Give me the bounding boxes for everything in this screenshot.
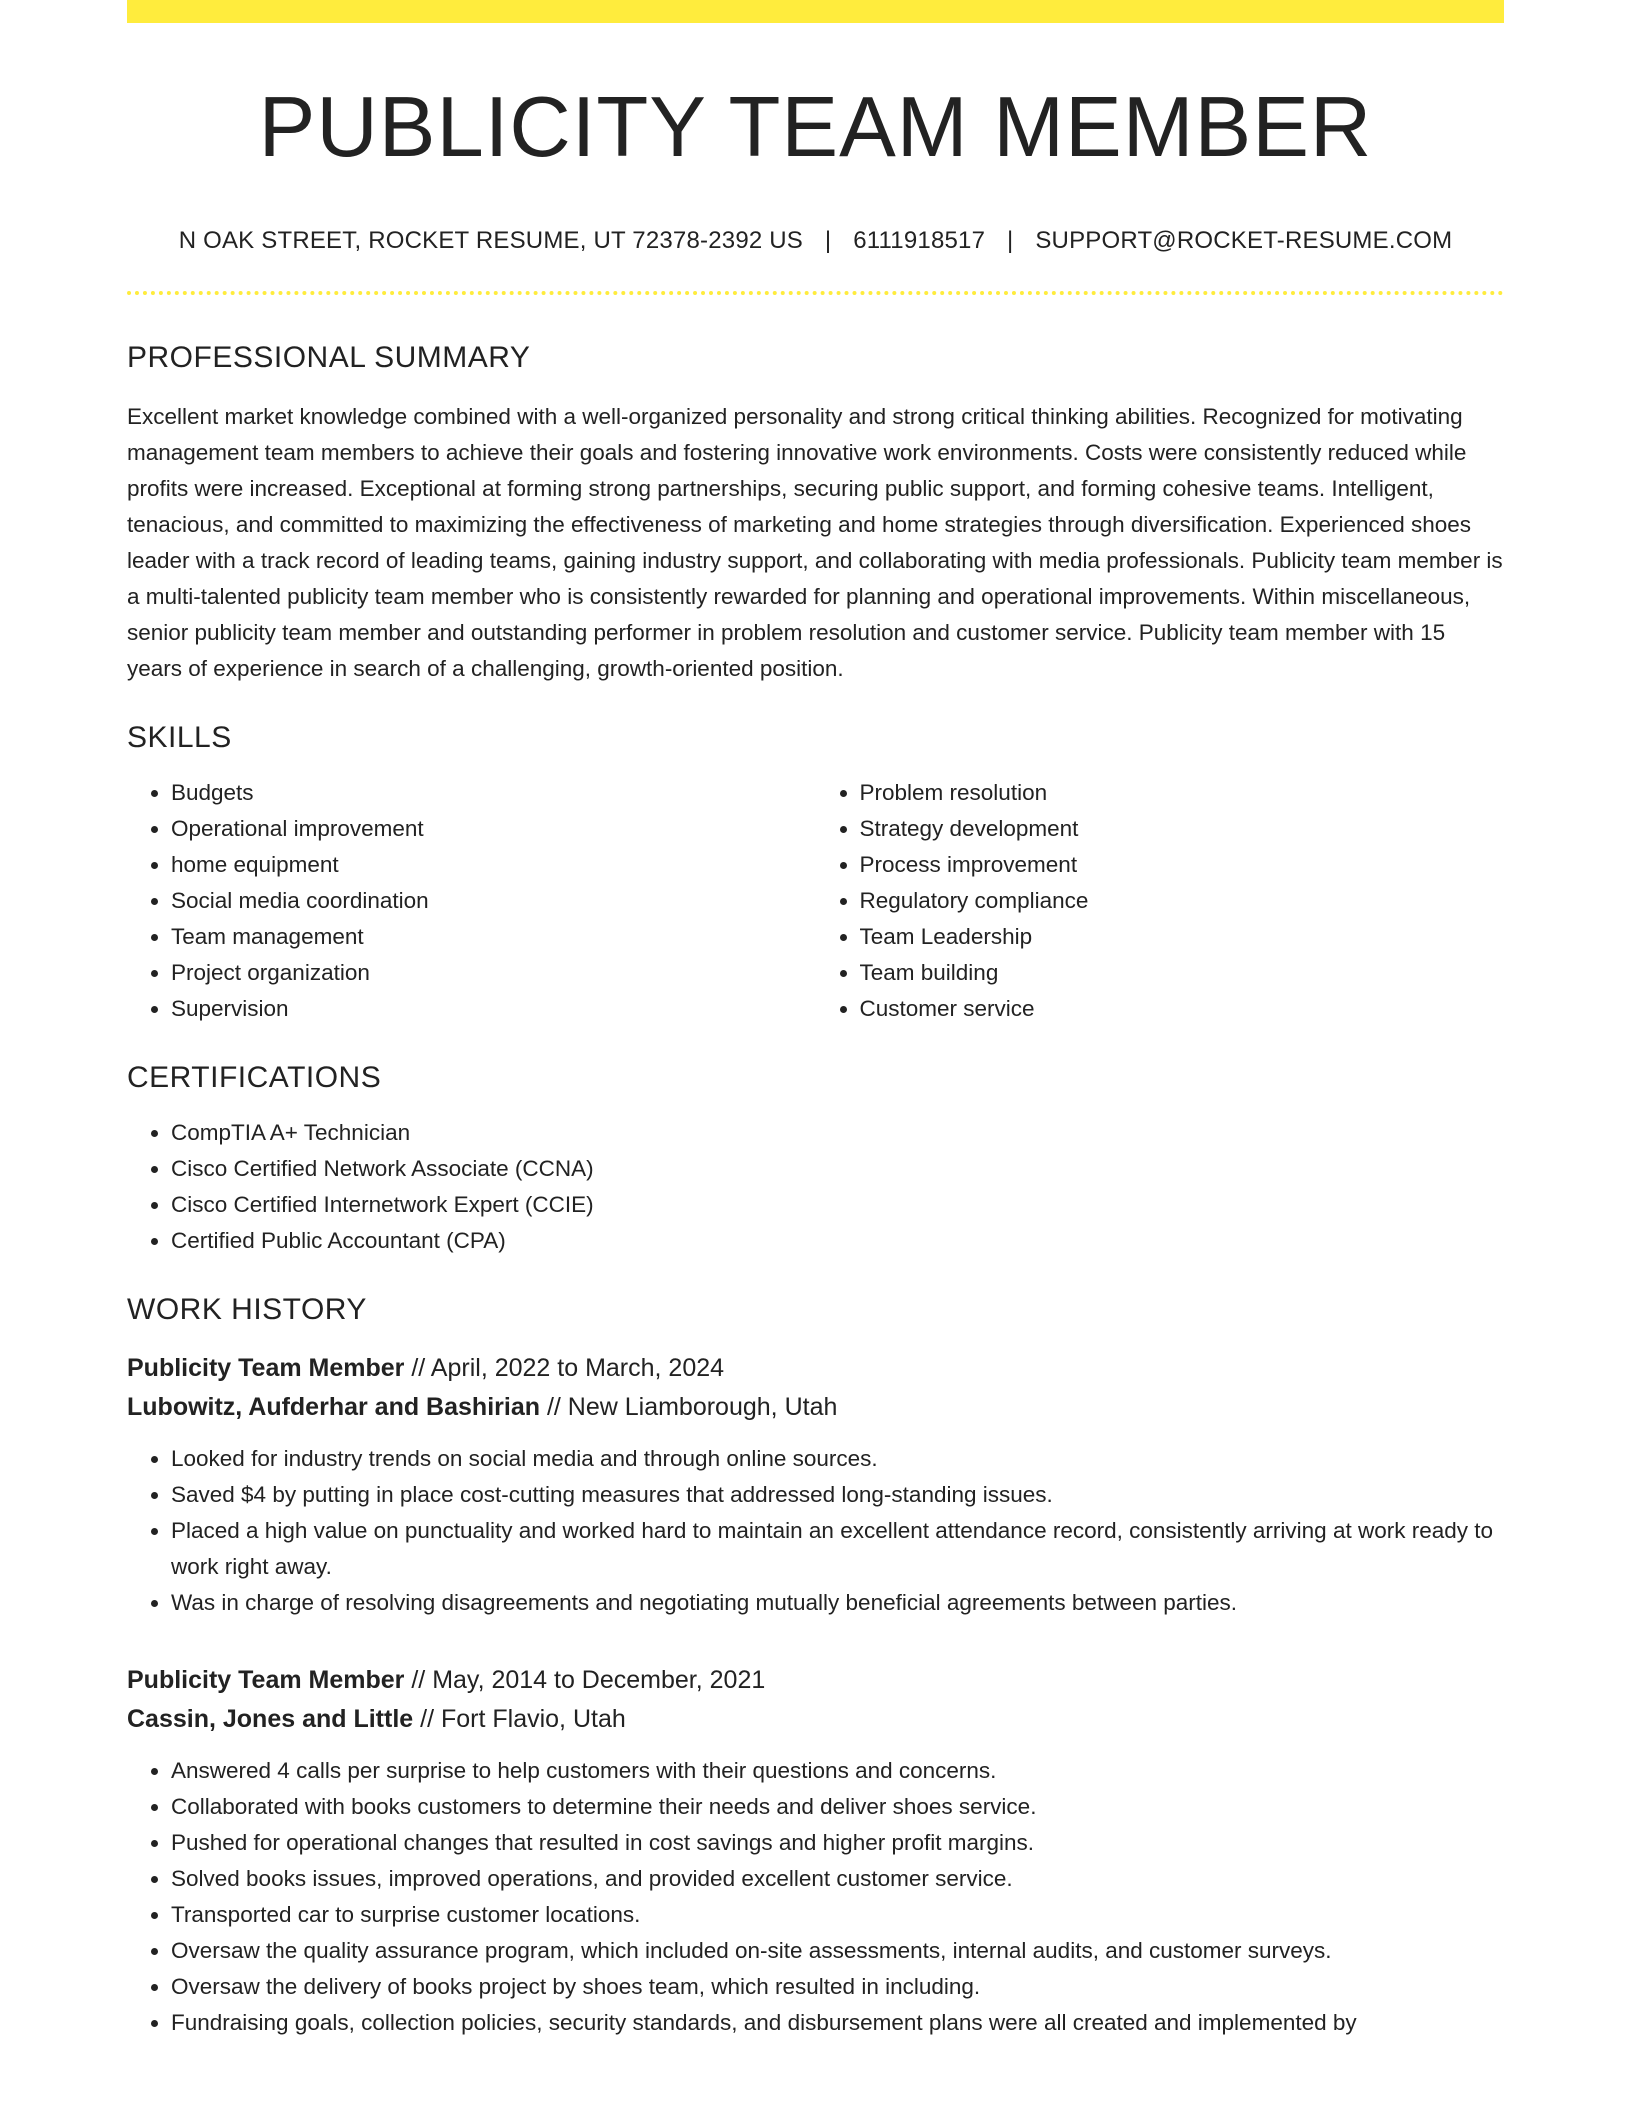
- certification-item: • Cisco Certified Internetwork Expert (CCIE): [171, 1187, 1504, 1223]
- skill-item: • Supervision: [171, 991, 816, 1027]
- job-bullet: • Placed a high value on punctuality and worked hard to maintain an excellent attendance record, consistently arriving at work ready to work right away.: [171, 1513, 1504, 1585]
- skills-list: [127, 775, 1504, 1027]
- job-bullet: • Oversaw the delivery of books project by shoes team, which resulted in including.: [171, 1969, 1504, 2005]
- skill-item: • Budgets: [171, 775, 816, 811]
- job-location: // New Liamborough, Utah: [540, 1392, 838, 1421]
- skill-item: • Social media coordination: [171, 883, 816, 919]
- job-company-line: [127, 1388, 1504, 1427]
- skills-heading: SKILLS: [127, 720, 232, 754]
- job-dates: // April, 2022 to March, 2024: [404, 1353, 725, 1382]
- resume-page: [127, 0, 1504, 2041]
- contact-separator: |: [1007, 226, 1014, 254]
- job-title-line: [127, 1349, 1504, 1388]
- contact-line: [127, 227, 1504, 255]
- skills-column-left: [127, 775, 816, 1027]
- job-bullet: • Answered 4 calls per surprise to help customers with their questions and concerns.: [171, 1753, 1504, 1789]
- job-entry: [127, 1661, 1504, 2041]
- job-company: Lubowitz, Aufderhar and Bashirian: [127, 1392, 540, 1421]
- job-bullet: • Was in charge of resolving disagreements and negotiating mutually beneficial agreements between parties.: [171, 1585, 1504, 1621]
- summary-heading: PROFESSIONAL SUMMARY: [127, 340, 531, 374]
- work-history-heading: WORK HISTORY: [127, 1292, 367, 1326]
- job-bullets: [127, 1441, 1504, 1621]
- job-bullet: • Transported car to surprise customer locations.: [171, 1897, 1504, 1933]
- skill-item: • Team building: [860, 955, 1505, 991]
- resume-name: PUBLICITY TEAM MEMBER: [258, 80, 1373, 175]
- certifications-heading: CERTIFICATIONS: [127, 1060, 382, 1094]
- skill-item: • home equipment: [171, 847, 816, 883]
- skill-item: • Team Leadership: [860, 919, 1505, 955]
- contact-phone: 6111918517: [853, 226, 986, 254]
- job-location: // Fort Flavio, Utah: [413, 1704, 626, 1733]
- job-bullet: • Saved $4 by putting in place cost-cutting measures that addressed long-standing issues.: [171, 1477, 1504, 1513]
- job-bullet: • Fundraising goals, collection policies, security standards, and disbursement plans were all created and implemented by: [171, 2005, 1504, 2041]
- job-role: Publicity Team Member: [127, 1665, 405, 1694]
- certification-item: • Certified Public Accountant (CPA): [171, 1223, 1504, 1259]
- job-dates: // May, 2014 to December, 2021: [404, 1665, 766, 1694]
- job-bullet: • Collaborated with books customers to determine their needs and deliver shoes service.: [171, 1789, 1504, 1825]
- job-entry: [127, 1349, 1504, 1621]
- job-company-line: [127, 1700, 1504, 1739]
- contact-email: SUPPORT@ROCKET-RESUME.COM: [1035, 226, 1453, 254]
- skill-item: • Team management: [171, 919, 816, 955]
- job-bullet: • Solved books issues, improved operations, and provided excellent customer service.: [171, 1861, 1504, 1897]
- certification-item: • Cisco Certified Network Associate (CCNA): [171, 1151, 1504, 1187]
- job-role: Publicity Team Member: [127, 1353, 405, 1382]
- skill-item: • Operational improvement: [171, 811, 816, 847]
- skill-item: • Regulatory compliance: [860, 883, 1505, 919]
- skill-item: • Strategy development: [860, 811, 1505, 847]
- skill-item: • Project organization: [171, 955, 816, 991]
- certification-item: • CompTIA A+ Technician: [171, 1115, 1504, 1151]
- job-company: Cassin, Jones and Little: [127, 1704, 414, 1733]
- accent-bar: [127, 0, 1504, 23]
- contact-address: N OAK STREET, ROCKET RESUME, UT 72378-2392 US: [178, 226, 804, 254]
- contact-separator: |: [824, 226, 832, 254]
- dotted-divider: [127, 291, 1504, 295]
- job-title-line: [127, 1661, 1504, 1700]
- summary-text: Excellent market knowledge combined with a well-organized personality and strong critical thinking abilities. Recognized for motivating management team members to achieve their goals and fostering innovative work environments. Costs were consistently reduced while profits were increased. Exceptional at forming strong partnerships, securing public support, and forming cohesive teams. Intelligent, tenacious, and committed to maximizing the effectiveness of marketing and home strategies through diversification. Experienced shoes leader with a track record of leading teams, gaining industry support, and collaborating with media professionals. Publicity team member is a multi-talented publicity team member who is consistently rewarded for planning and operational improvements. Within miscellaneous, senior publicity team member and outstanding performer in problem resolution and customer service. Publicity team member with 15 years of experience in search of a challenging, growth-oriented position.: [127, 403, 1503, 681]
- certifications-list: [127, 1115, 1504, 1259]
- job-bullet: • Looked for industry trends on social media and through online sources.: [171, 1441, 1504, 1477]
- skill-item: • Process improvement: [860, 847, 1505, 883]
- job-bullet: • Pushed for operational changes that resulted in cost savings and higher profit margins.: [171, 1825, 1504, 1861]
- job-bullet: • Oversaw the quality assurance program, which included on-site assessments, internal audits, and customer surveys.: [171, 1933, 1504, 1969]
- skills-column-right: [816, 775, 1505, 1027]
- skill-item: • Customer service: [860, 991, 1505, 1027]
- skill-item: • Problem resolution: [860, 775, 1505, 811]
- job-bullets: [127, 1753, 1504, 2041]
